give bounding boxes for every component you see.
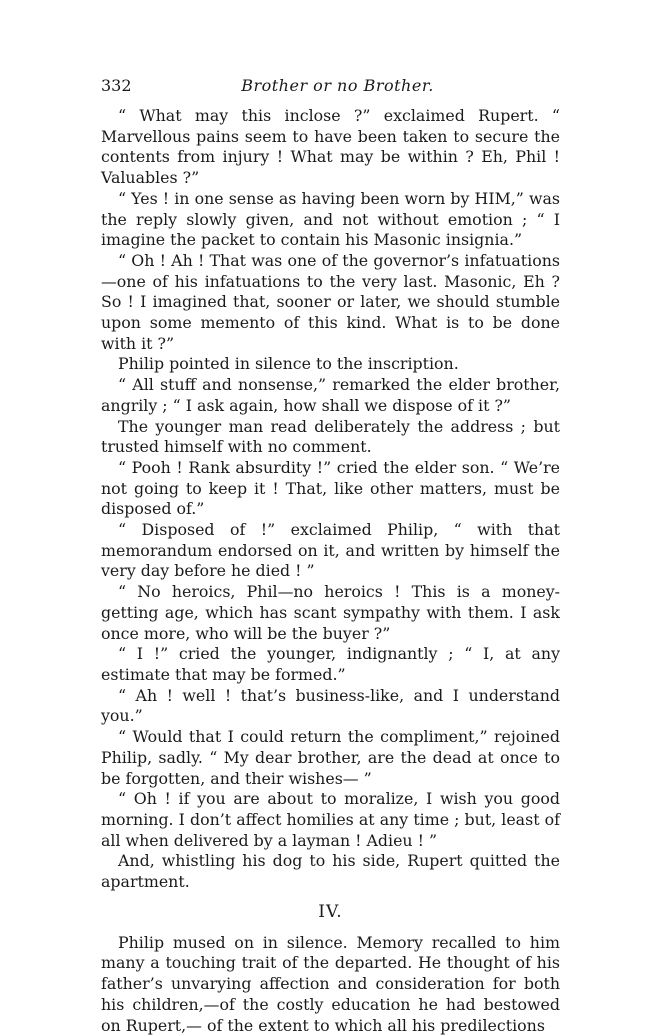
page-number: 332 [101, 76, 132, 95]
paragraph: “ Oh ! if you are about to moralize, I wish you good morning. I don’t affect homilies at any time ; but, least of all when delivered by a layman ! Adieu ! ” [101, 789, 560, 850]
running-title: Brother or no Brother. [241, 76, 434, 95]
book-page [101, 74, 560, 1036]
paragraph: Philip mused on in silence. Memory recalled to him many a touching trait of the departed. He thought of his father’s unvarying affection and consideration for both his children,—of the costly education he had bestowed on Rupert,— of the extent to which all his predilections [101, 932, 560, 1035]
paragraph: And, whistling his dog to his side, Rupert quitted the apartment. [101, 851, 560, 892]
paragraph: The younger man read deliberately the address ; but trusted himself with no comment. [101, 416, 560, 457]
paragraph: “ Yes ! in one sense as having been worn by HIM,” was the reply slowly given, and not without emotion ; “ I imagine the packet to contain his Masonic insignia.” [101, 188, 560, 250]
paragraph: “ No heroics, Phil—no heroics ! This is a money-getting age, which has scant sympathy with them. I ask once more, who will be the buyer ?” [101, 582, 560, 643]
section-heading: IV. [318, 901, 343, 922]
body-text [101, 106, 560, 1036]
paragraph: “ Disposed of !” exclaimed Philip, “ with that memorandum endorsed on it, and written by himself the very day before he died ! ” [101, 520, 560, 581]
paragraph: “ All stuff and nonsense,” remarked the elder brother, angrily ; “ I ask again, how shall we dispose of it ?” [101, 375, 560, 415]
paragraph: “ Ah ! well ! that’s business-like, and I understand you.” [101, 685, 560, 726]
paragraph: “ Would that I could return the compliment,” rejoined Philip, sadly. “ My dear brother, are the dead at once to be forgotten, and their wishes— ” [101, 727, 560, 788]
paragraph: “ Oh ! Ah ! That was one of the governor’s infatuations —one of his infatuations to the very last. Masonic, Eh ? So ! I imagined that, sooner or later, we should stumble upon some memento of this kind. What is to be done with it ?” [101, 250, 560, 353]
page-header [101, 74, 560, 98]
paragraph: Philip pointed in silence to the inscription. [118, 354, 459, 374]
paragraph: “ What may this inclose ?” exclaimed Rupert. “ Marvellous pains seem to have been taken to secure the contents from injury ! What may be within ? Eh, Phil ! Valuables ?” [101, 106, 560, 188]
paragraph: “ Pooh ! Rank absurdity !” cried the elder son. “ We’re not going to keep it ! That, like other matters, must be disposed of.” [101, 457, 560, 519]
paragraph: “ I !” cried the younger, indignantly ; “ I, at any estimate that may be formed.” [101, 644, 560, 684]
